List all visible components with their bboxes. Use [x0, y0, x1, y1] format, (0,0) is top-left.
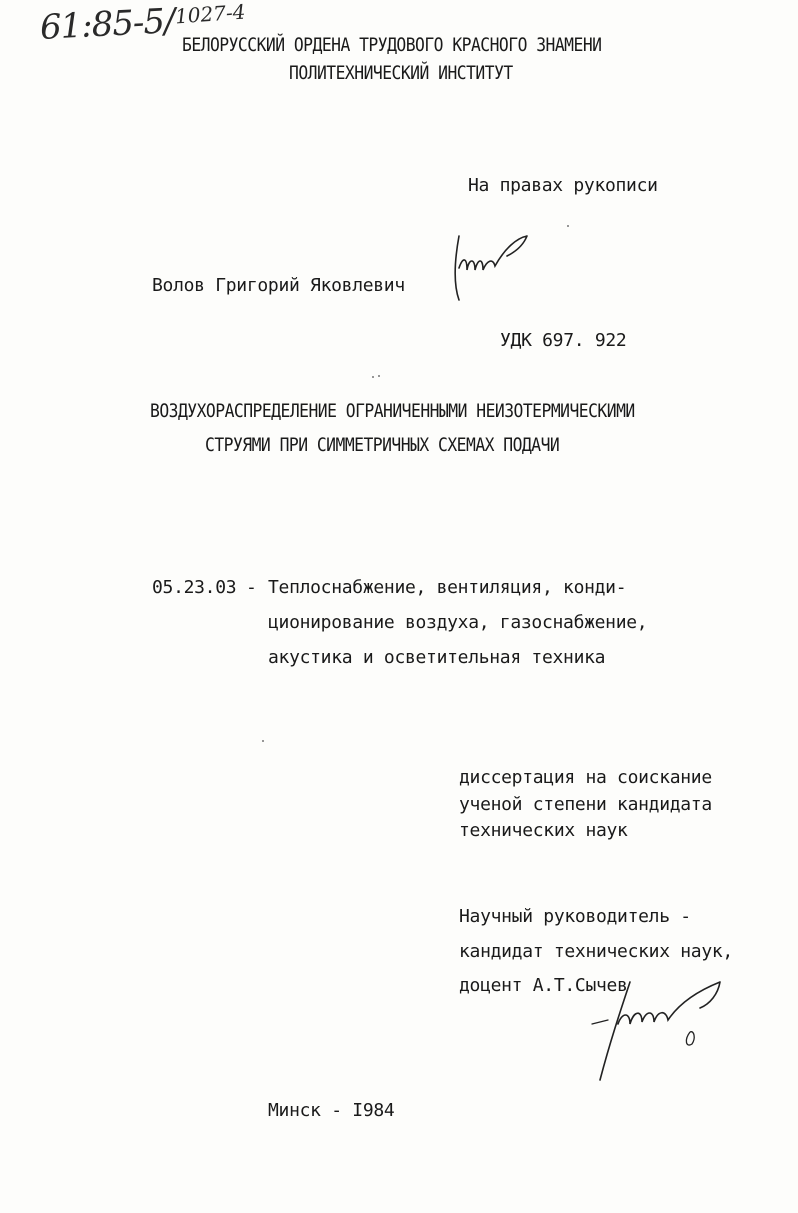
supervisor-line-2: кандидат технических наук,: [459, 941, 733, 962]
archive-number-handwritten: 1027-4: [174, 0, 247, 29]
specialty-line-1: Теплоснабжение, вентиляция, конди-: [268, 577, 627, 598]
manuscript-rights-note: На правах рукописи: [468, 175, 658, 196]
specialty-line-3: акустика и осветительная техника: [268, 647, 606, 668]
degree-line-1: диссертация на соискание: [459, 767, 712, 788]
dissertation-title-line-2: СТРУЯМИ ПРИ СИММЕТРИЧНЫХ СХЕМАХ ПОДАЧИ: [205, 434, 560, 456]
specialty-dash: -: [246, 577, 257, 598]
specialty-line-2: ционирование воздуха, газоснабжение,: [268, 612, 648, 633]
supervisor-line-3: доцент А.Т.Сычев: [459, 975, 628, 996]
udk-code: УДК 697. 922: [500, 330, 627, 351]
archive-code-handwritten: 61:85-5/: [38, 0, 176, 48]
scan-speck: [262, 740, 264, 742]
degree-line-3: технических наук: [459, 820, 628, 841]
specialty-code: 05.23.03: [152, 577, 237, 598]
institution-line-2: ПОЛИТЕХНИЧЕСКИЙ ИНСТИТУТ: [289, 62, 513, 84]
city-year: Минск - I984: [268, 1100, 395, 1121]
author-signature: [445, 228, 535, 308]
author-name: Волов Григорий Яковлевич: [152, 275, 405, 296]
supervisor-line-1: Научный руководитель -: [459, 906, 691, 927]
supervisor-signature: [590, 972, 740, 1082]
scan-speck: [378, 375, 380, 377]
dissertation-title-line-1: ВОЗДУХОРАСПРЕДЕЛЕНИЕ ОГРАНИЧЕННЫМИ НЕИЗОТЕРМИЧЕСКИМИ: [150, 400, 635, 422]
scan-speck: [372, 376, 374, 378]
scan-speck: [567, 225, 569, 227]
institution-line-1: БЕЛОРУССКИЙ ОРДЕНА ТРУДОВОГО КРАСНОГО ЗНАМЕНИ: [182, 34, 602, 56]
degree-line-2: ученой степени кандидата: [459, 794, 712, 815]
